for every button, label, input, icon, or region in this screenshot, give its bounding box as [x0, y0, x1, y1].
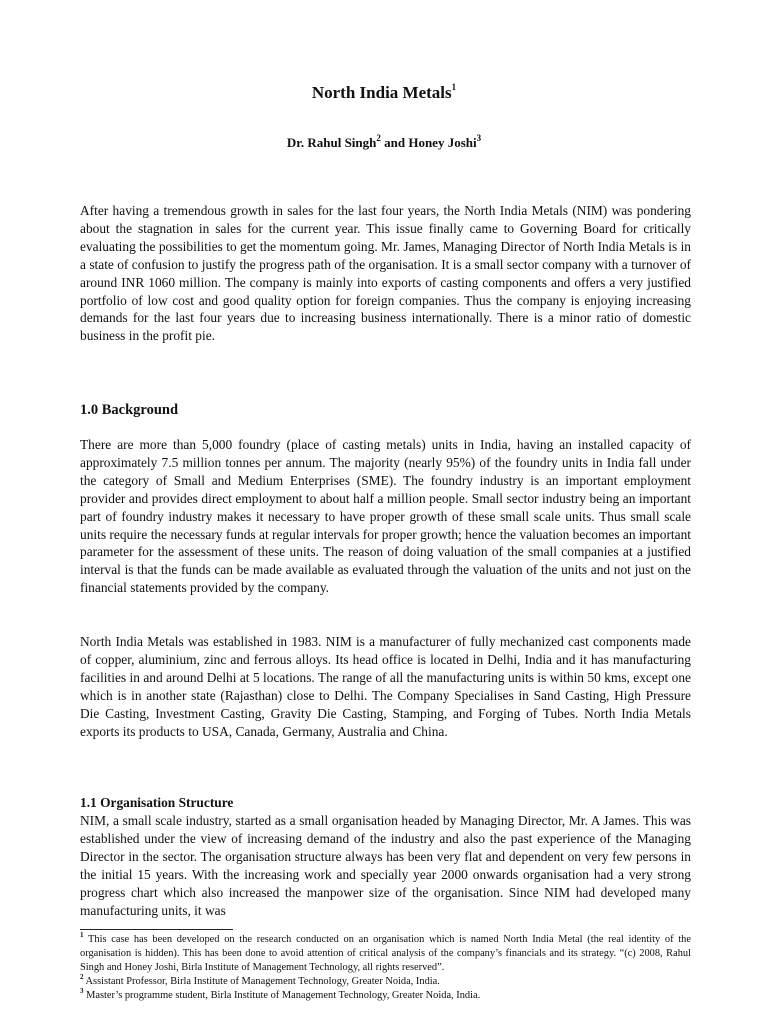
footnote-text: This case has been developed on the research conducted on an organisation which is named North India Metal (the real identity of the organisation is hidden). This has been done to avoid attention of critical analysis of the company’s financials and its strategy. “(c) 2008, Rahul Singh and Honey Joshi, Birla Institute of Management Technology, all rights reserved”.: [80, 934, 691, 973]
footnote-text: Master’s programme student, Birla Institute of Management Technology, Greater Noida, India.: [83, 990, 481, 1001]
footnote-number: 2: [80, 972, 84, 981]
footnote-text: Assistant Professor, Birla Institute of Management Technology, Greater Noida, India.: [83, 976, 440, 987]
author-1: Dr. Rahul Singh: [286, 135, 377, 150]
section-heading-organisation-structure: 1.1 Organisation Structure: [80, 795, 234, 810]
footnote-1: [80, 930, 691, 975]
background-paragraph-1: There are more than 5,000 foundry (place of casting metals) units in India, having an installed capacity of approximately 7.5 million tonnes per annum. The majority (nearly 95%) of the foundry units in India fall under the category of Small and Medium Enterprises (SME). The foundry industry is an important employment provider and provides direct employment to about half a million people. Small sector industry being an important part of foundry industry makes it necessary to have proper growth of these small scale units. Thus small scale units require the necessary funds at regular intervals for proper growth; hence the valuation becomes an important parameter for the assessment of these units. The reason of doing valuation of the small companies at a justified interval is that the funds can be made available as evaluated through the valuation of the units and not just on the financial statements provided by the company.: [80, 437, 691, 596]
document-title: [0, 82, 768, 104]
title-footnote-marker: 1: [451, 82, 457, 93]
section-heading-background: 1.0 Background: [80, 402, 179, 418]
background-paragraph-2: North India Metals was established in 1983. NIM is a manufacturer of fully mechanized cast components made of copper, aluminium, zinc and ferrous alloys. Its head office is located in Delhi, India and it has manufacturing facilities in and around Delhi at 5 locations. The range of all the manufacturing units is within 50 kms, except one which is in another state (Rajasthan) close to Delhi. The Company Specialises in Sand Casting, High Pressure Die Casting, Investment Casting, Gravity Die Casting, Stamping, and Forging of Tubes. North India Metals exports its products to USA, Canada, Germany, Australia and China.: [80, 634, 691, 739]
author-conjunction: and: [380, 135, 409, 150]
title-text: North India Metals: [311, 83, 452, 102]
author-1-footnote-marker: 2: [376, 132, 381, 143]
author-line: [0, 134, 768, 152]
footnote-3: [80, 986, 691, 1003]
footnotes: [80, 930, 691, 1003]
intro-paragraph: After having a tremendous growth in sales for the last four years, the North India Metals (NIM) was pondering about the stagnation in sales for the current year. This issue finally came to Governing Board for critically evaluating the possibilities to get the momentum going. Mr. James, Managing Director of North India Metals is in a state of confusion to justify the progress path of the organisation. It is a small sector company with a turnover of around INR 1060 million. The company is mainly into exports of casting components and offers a very justified portfolio of low cost and good quality option for foreign companies. Thus the company is enjoying increasing demands for the last four years due to increasing business internationally. There is a minor ratio of domestic business in the profit pie.: [80, 203, 691, 344]
footnote-separator: [80, 929, 233, 930]
footnote-number: 3: [80, 986, 84, 995]
organisation-structure-paragraph: NIM, a small scale industry, started as a small organisation headed by Managing Director, Mr. A James. This was established under the view of increasing demand of the industry and also the past experience of the Managing Director in the sector. The organisation structure always has been very flat and dependent on very few persons in the initial 15 years. With the increasing work and specially year 2000 onwards organisation had a very strong progress chart which also increased the manpower size of the organisation. Since NIM had developed many manufacturing units, it was: [80, 813, 691, 918]
footnote-number: 1: [80, 930, 84, 939]
footnote-2: [80, 972, 691, 989]
author-2: Honey Joshi: [408, 135, 477, 150]
author-2-footnote-marker: 3: [476, 132, 482, 143]
